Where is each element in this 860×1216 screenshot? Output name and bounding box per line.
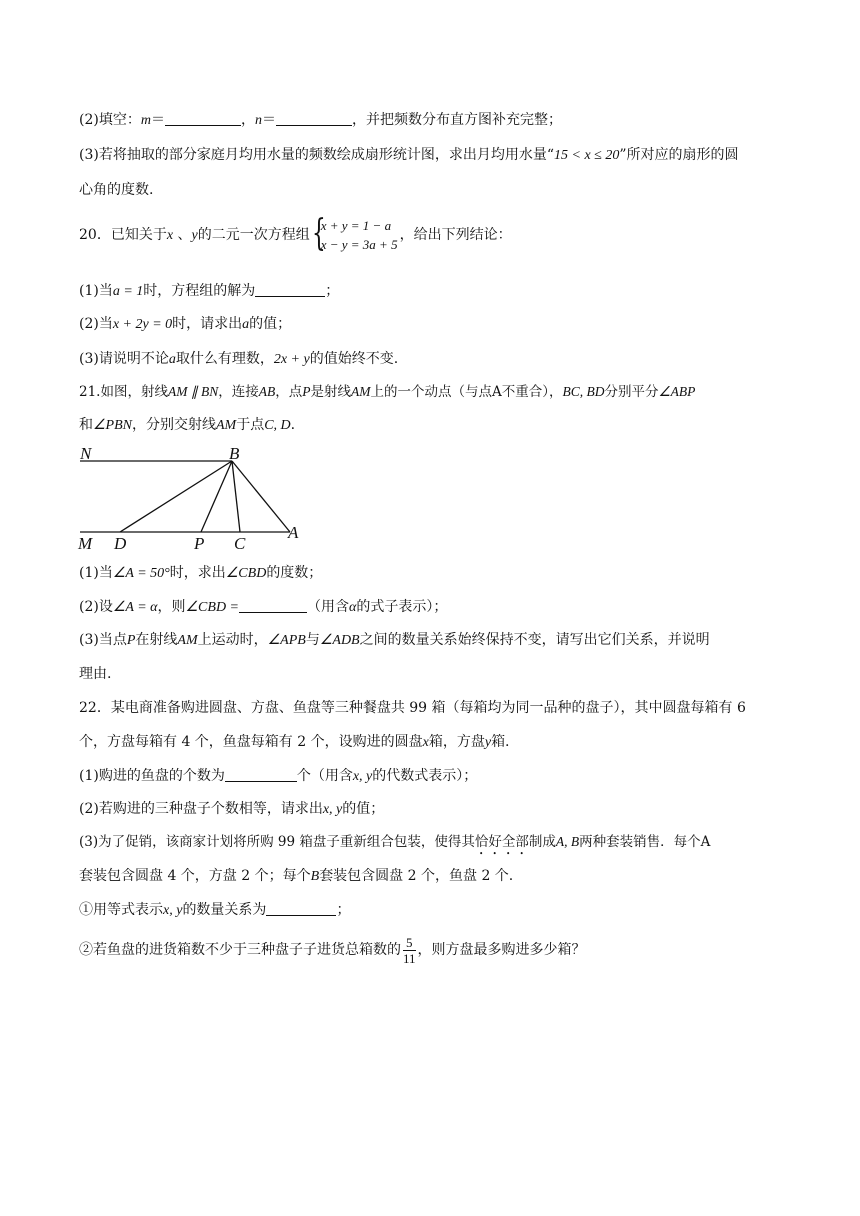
brace-icon: {: [311, 213, 326, 254]
segment-bp: [201, 461, 232, 532]
answer-blank[interactable]: [266, 901, 336, 916]
q20-part3: (3)请说明不论a取什么有理数，2x + y的值始终不变.: [79, 351, 399, 367]
answer-blank[interactable]: [225, 767, 297, 782]
q19-part2: (2)填空：m＝ ，n＝ ，并把频数分布直方图补充完整；: [79, 112, 562, 128]
q21-part3-line2: 理由.: [79, 666, 112, 682]
q21-stem-line1: 21.如图，射线AM ∥ BN，连接AB，点P是射线AM上的一个动点（与点A不重合），BC, BD分别平分∠ABP: [79, 384, 696, 400]
q22-part1: (1)购进的鱼盘的个数为 个（用含x, y的代数式表示）；: [79, 768, 478, 784]
fraction: $\frac{5}{11}$: [403, 934, 416, 966]
segment-ba: [232, 461, 290, 532]
label-p: P: [194, 534, 205, 553]
q22-stem-line2: 个，方盘每箱有 4 个，鱼盘每箱有 2 个，设购进的圆盘x箱，方盘y箱.: [79, 734, 510, 750]
q20-stem: 20．已知关于x 、y的二元一次方程组 { x + y = 1 − a x − y = 3a + 5 ，给出下列结论：: [79, 213, 512, 254]
q21-part2: (2)设∠A = α，则∠CBD = （用含α的式子表示）；: [79, 599, 448, 615]
label-c: C: [234, 534, 246, 553]
q20-part2: (2)当x + 2y = 0时，请求出a的值；: [79, 316, 292, 332]
label-d: D: [114, 534, 127, 553]
label-m: M: [78, 534, 93, 553]
answer-blank[interactable]: [165, 111, 241, 126]
q22-part3-line2: 套装包含圆盘 4 个，方盘 2 个；每个B套装包含圆盘 2 个，鱼盘 2 个.: [79, 868, 514, 884]
geometry-figure: [74, 443, 304, 553]
q22-part3-line1: (3)为了促销，该商家计划将所购 99 箱盘子重新组合包装，使得其恰好全部制成A, B两种套装销售．每个A: [79, 834, 711, 850]
q20-part1: (1)当a = 1时，方程组的解为 ；: [79, 283, 340, 299]
segment-bd: [120, 461, 232, 532]
answer-blank[interactable]: [276, 111, 352, 126]
emphasis-text: 恰好全部: [474, 834, 529, 850]
answer-blank[interactable]: [239, 598, 307, 613]
q21-part1: (1)当∠A = 50°时，求出∠CBD的度数；: [79, 565, 323, 581]
q22-part2: (2)若购进的三种盘子个数相等，请求出x, y的值；: [79, 801, 385, 817]
equation-system: { x + y = 1 − a x − y = 3a + 5: [311, 213, 398, 254]
label-a: A: [288, 523, 299, 542]
q22-sub2: ②若鱼盘的进货箱数不少于三种盘子子进货总箱数的 $\frac{5}{11}$ ，则方盘最多购进多少箱？: [79, 934, 586, 966]
q22-stem-line1: 22．某电商准备购进圆盘、方盘、鱼盘等三种餐盘共 99 箱（每箱均为同一品种的盘子），其中圆盘每箱有 6: [79, 700, 746, 716]
q19-part3-line2: 心角的度数.: [79, 182, 154, 198]
q19-part3-line1: (3)若将抽取的部分家庭月均用水量的频数绘成扇形统计图，求出月均用水量“15 < x ≤ 20”所对应的扇形的圆: [79, 147, 739, 163]
q21-part3-line1: (3)当点P在射线AM上运动时，∠APB与∠ADB之间的数量关系始终保持不变，请写出它们关系，并说明: [79, 632, 710, 648]
label-n: N: [80, 444, 92, 463]
answer-blank[interactable]: [255, 282, 325, 297]
q22-sub1: ①用等式表示x, y的数量关系为 ；: [79, 902, 351, 918]
label-b: B: [229, 444, 240, 463]
q21-stem-line2: 和∠PBN，分别交射线AM于点C, D.: [79, 417, 296, 433]
segment-bc: [232, 461, 240, 532]
